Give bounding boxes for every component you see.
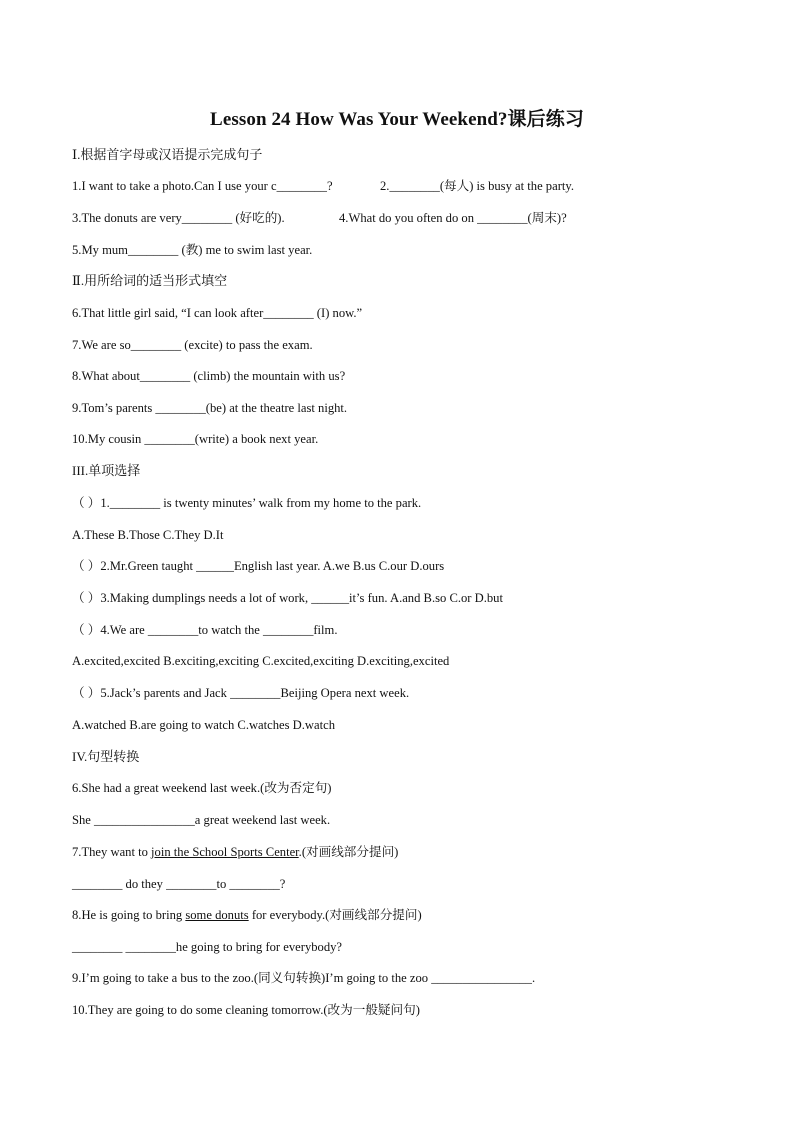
question-6: 6.That little girl said, “I can look after________ (I) now.” [72,306,363,320]
question-8: 8.What about________ (climb) the mountain with us? [72,369,346,383]
mc-question-2: （ ）2.Mr.Green taught ______English last year. A.we B.us C.our D.ours [72,559,445,573]
mc-options-4: A.excited,excited B.exciting,exciting C.excited,exciting D.exciting,excited [72,654,450,668]
question-5: 5.My mum________ (教) me to swim last year. [72,243,313,257]
question-2: 2.________(每人) is busy at the party. [380,179,575,193]
question-3: 3.The donuts are very________ (好吃的). [72,211,285,225]
mc-options-1: A.These B.Those C.They D.It [72,528,224,542]
transform-8 [72,907,422,923]
question-4: 4.What do you often do on ________(周末)? [339,211,567,225]
mc-options-5: A.watched B.are going to watch C.watches D.watch [72,718,335,732]
transform-9: 9.I’m going to take a bus to the zoo.(同义句转换)I’m going to the zoo ________________. [72,971,536,985]
question-1: 1.I want to take a photo.Can I use your c________? [72,179,333,193]
mc-question-5: （ ）5.Jack’s parents and Jack ________Beijing Opera next week. [72,686,410,700]
transform-6: 6.She had a great weekend last week.(改为否定句) [72,781,332,795]
section-3-heading: III.单项选择 [72,463,141,478]
mc-question-1: （ ）1.________ is twenty minutes’ walk from my home to the park. [72,496,422,510]
question-9: 9.Tom’s parents ________(be) at the theatre last night. [72,401,348,415]
mc-question-3: （ ）3.Making dumplings needs a lot of work, ______it’s fun. A.and B.so C.or D.but [72,591,503,605]
section-2-heading: Ⅱ.用所给词的适当形式填空 [72,273,228,288]
transform-7-answer: ________ do they ________to ________? [72,877,286,891]
transform-6-answer: She ________________a great weekend last week. [72,813,331,827]
question-10: 10.My cousin ________(write) a book next year. [72,432,319,446]
section-1-heading: Ⅰ.根据首字母或汉语提示完成句子 [72,147,263,162]
transform-7-text: 7.They want to [72,845,152,859]
question-7: 7.We are so________ (excite) to pass the exam. [72,338,313,352]
transform-10: 10.They are going to do some cleaning tomorrow.(改为一般疑问句) [72,1003,420,1017]
transform-7 [72,844,398,860]
mc-question-4: （ ）4.We are ________to watch the ________film. [72,623,338,637]
transform-8-text: 8.He is going to bring [72,908,186,922]
transform-7-instruction: .(对画线部分提问) [298,845,399,859]
page-title: Lesson 24 How Was Your Weekend?课后练习 [210,109,584,130]
underlined-phrase: join the School Sports Center [151,845,299,859]
section-4-heading: IV.句型转换 [72,749,140,764]
transform-8-answer: ________ ________he going to bring for everybody? [72,940,343,954]
transform-8-instruction: for everybody.(对画线部分提问) [248,908,422,922]
underlined-phrase: some donuts [185,908,249,922]
